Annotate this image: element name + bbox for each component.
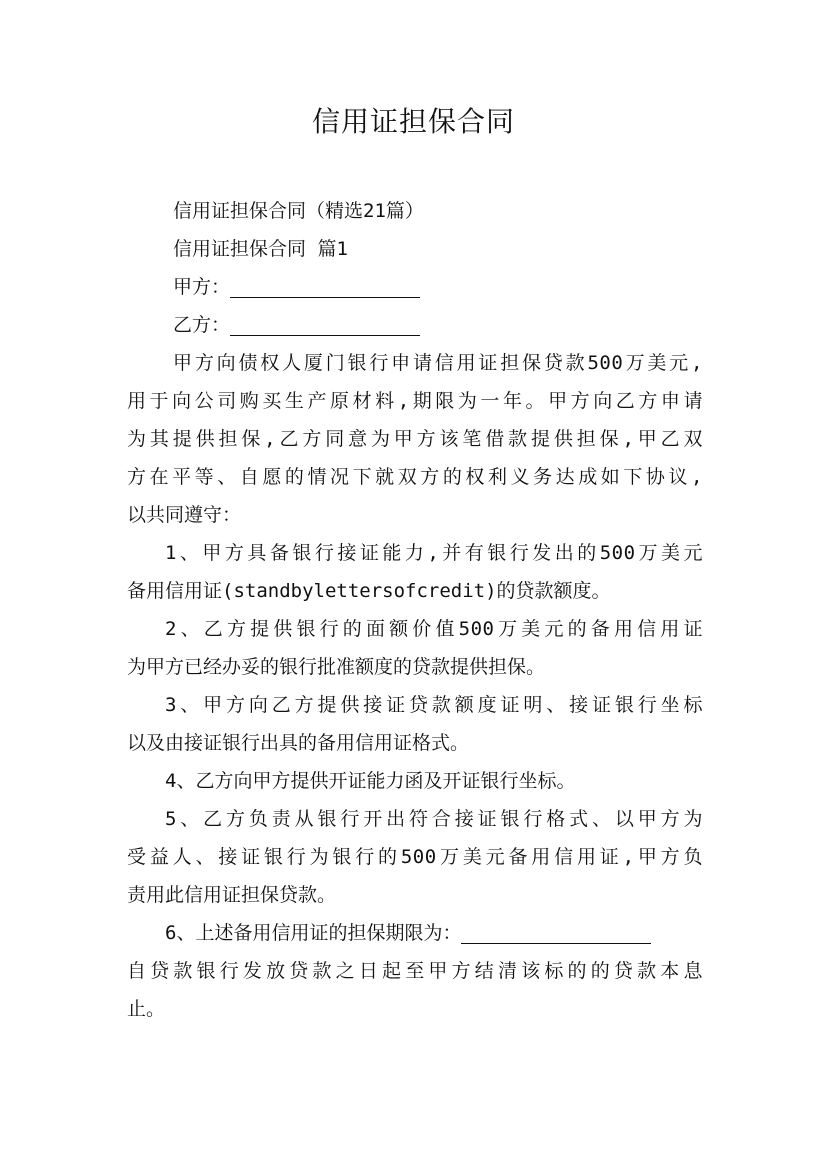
intro-line-4: 方在平等、自愿的情况下就双方的权利义务达成如下协议,	[127, 466, 703, 488]
clause-6-line-3: 止。	[127, 998, 166, 1020]
party-b-line	[127, 306, 703, 344]
document-body	[127, 192, 703, 1028]
clause-2-line-2: 为甲方已经办妥的银行批准额度的贷款提供担保。	[127, 656, 546, 678]
intro-line-2: 用于向公司购买生产原材料,期限为一年。甲方向乙方申请	[127, 390, 703, 412]
party-b-blank	[230, 315, 420, 336]
party-b-label: 乙方：	[173, 314, 231, 336]
intro-line-1: 甲方向债权人厦门银行申请信用证担保贷款500万美元,	[173, 352, 703, 374]
clause-5-line-1: 5、乙方负责从银行开出符合接证银行格式、以甲方为	[165, 808, 703, 830]
intro-line-3: 为其提供担保,乙方同意为甲方该笔借款提供担保,甲乙双	[127, 428, 703, 450]
clause-2-line-1: 2、乙方提供银行的面额价值500万美元的备用信用证	[165, 618, 703, 640]
clause-5-line-3: 责用此信用证担保贷款。	[127, 884, 337, 906]
clause-6-line-2: 自贷款银行发放贷款之日起至甲方结清该标的的贷款本息	[127, 960, 703, 982]
clause-1-line-1: 1、甲方具备银行接证能力,并有银行发出的500万美元	[165, 542, 703, 564]
clause-5-line-2: 受益人、接证银行为银行的500万美元备用信用证,甲方负	[127, 846, 703, 868]
clause-6-line-1	[127, 914, 703, 952]
clause-4-line-1: 4、乙方向甲方提供开证能力函及开证银行坐标。	[165, 770, 576, 792]
intro-line-5: 以共同遵守：	[127, 504, 242, 526]
subtitle-line: 信用证担保合同（精选21篇）	[173, 200, 424, 222]
document-title: 信用证担保合同	[311, 105, 515, 138]
clause-3-line-1: 3、甲方向乙方提供接证贷款额度证明、接证银行坐标	[165, 694, 703, 716]
clause-6-prefix: 6、上述备用信用证的担保期限为：	[165, 922, 462, 944]
party-a-blank	[230, 277, 420, 298]
section-heading: 信用证担保合同 篇1	[173, 238, 348, 260]
clause-3-line-2: 以及由接证银行出具的备用信用证格式。	[127, 732, 470, 754]
party-a-line	[127, 268, 703, 306]
clause-1-line-2: 备用信用证(standbylettersofcredit)的贷款额度。	[127, 580, 611, 602]
party-a-label: 甲方：	[173, 276, 231, 298]
clause-6-blank	[461, 923, 651, 944]
